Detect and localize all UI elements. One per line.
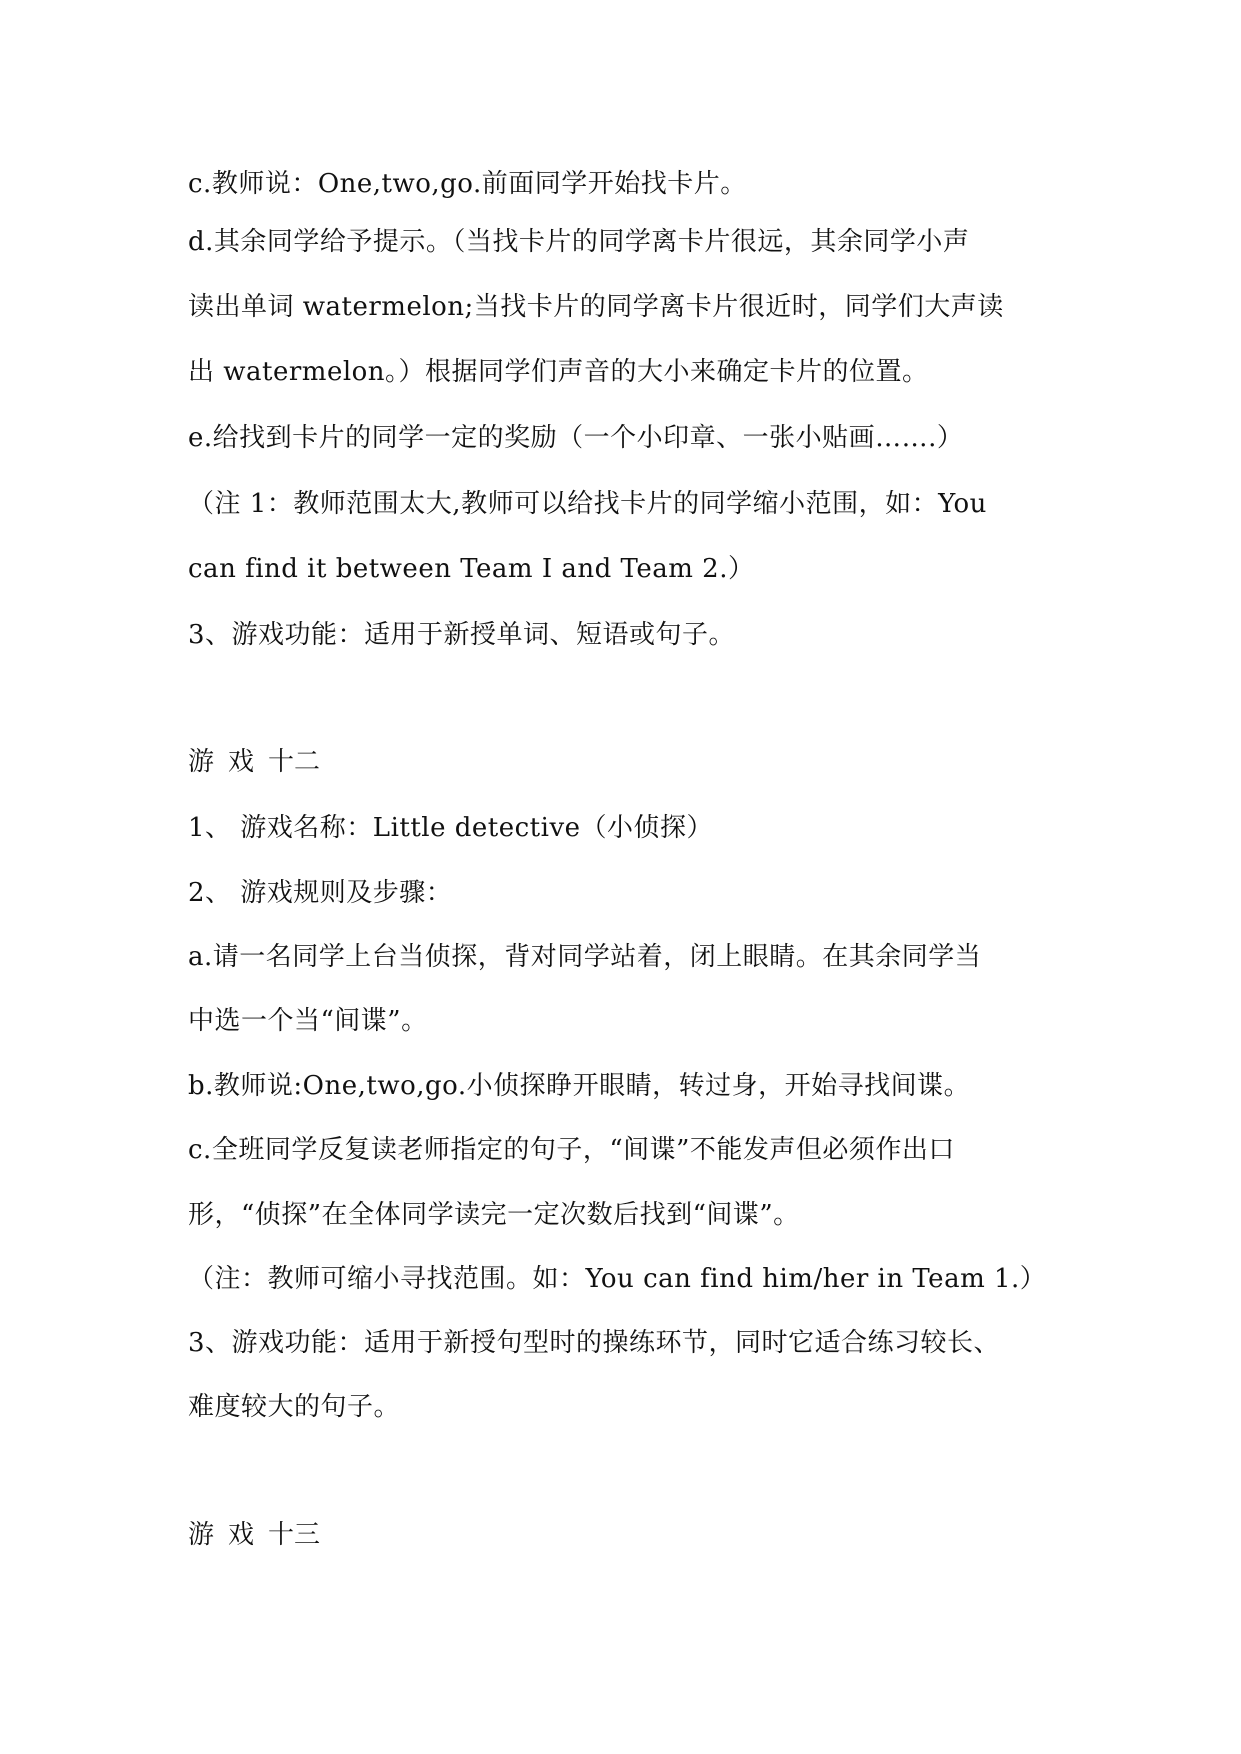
heading-char: 十三 bbox=[268, 1520, 321, 1550]
paragraph-line: a.请一名同学上台当侦探，背对同学站着，闭上眼睛。在其余同学当 bbox=[188, 942, 982, 972]
paragraph-line: 出 watermelon。）根据同学们声音的大小来确定卡片的位置。 bbox=[188, 357, 929, 387]
section-heading-game-13 bbox=[188, 1517, 1068, 1553]
paragraph-line: b.教师说:One,two,go.小侦探睁开眼睛，转过身，开始寻找间谍。 bbox=[188, 1071, 971, 1101]
paragraph-line: 1、 游戏名称：Little detective（小侦探） bbox=[188, 813, 714, 843]
section-heading-game-12 bbox=[188, 744, 1068, 780]
heading-char: 游 bbox=[188, 747, 215, 777]
paragraph-line: （注 1：教师范围太大,教师可以给找卡片的同学缩小范围，如：You bbox=[188, 489, 987, 519]
paragraph-line: d.其余同学给予提示。（当找卡片的同学离卡片很远，其余同学小声 bbox=[188, 227, 970, 257]
paragraph-line: 难度较大的句子。 bbox=[188, 1392, 401, 1422]
paragraph-line: （注：教师可缩小寻找范围。如：You can find him/her in Team 1.） bbox=[188, 1264, 1047, 1294]
paragraph-line: 3、游戏功能：适用于新授单词、短语或句子。 bbox=[188, 620, 736, 650]
heading-char: 戏 bbox=[228, 747, 255, 777]
paragraph-line: 中选一个当“间谍”。 bbox=[188, 1006, 428, 1036]
paragraph-line: e.给找到卡片的同学一定的奖励（一个小印章、一张小贴画…….） bbox=[188, 423, 964, 453]
paragraph-line: can find it between Team I and Team 2.） bbox=[188, 554, 755, 584]
paragraph-line: 读出单词 watermelon;当找卡片的同学离卡片很近时，同学们大声读 bbox=[188, 292, 1004, 322]
heading-char: 游 bbox=[188, 1520, 215, 1550]
paragraph-line: 形，“侦探”在全体同学读完一定次数后找到“间谍”。 bbox=[188, 1200, 800, 1230]
heading-char: 戏 bbox=[228, 1520, 255, 1550]
paragraph-line: c.全班同学反复读老师指定的句子，“间谍”不能发声但必须作出口 bbox=[188, 1135, 955, 1165]
paragraph-line: 2、 游戏规则及步骤： bbox=[188, 878, 453, 908]
paragraph-line: 3、游戏功能：适用于新授句型时的操练环节，同时它适合练习较长、 bbox=[188, 1328, 1001, 1358]
paragraph-line: c.教师说：One,two,go.前面同学开始找卡片。 bbox=[188, 169, 747, 199]
heading-char: 十二 bbox=[268, 747, 321, 777]
